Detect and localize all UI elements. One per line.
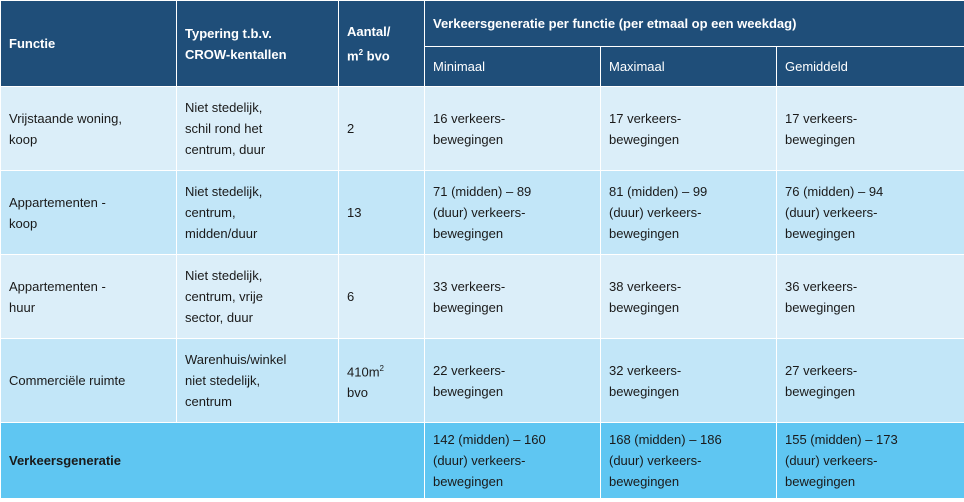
cell-text: bewegingen xyxy=(785,383,856,399)
cell-text: (duur) verkeers- xyxy=(785,205,878,220)
cell-typering xyxy=(177,339,339,423)
cell-text: bewegingen xyxy=(785,226,856,241)
cell-text: niet stedelijk, xyxy=(185,373,261,388)
header-typering-line2: CROW-kentallen xyxy=(185,46,287,62)
cell-text: bvo xyxy=(347,385,368,401)
cell-text: Warenhuis/winkel xyxy=(185,352,287,367)
header-minimaal: Minimaal xyxy=(425,47,601,87)
cell-text: centrum, duur xyxy=(185,142,266,157)
cell-text: bewegingen xyxy=(609,226,680,241)
cell-text: 16 verkeers- xyxy=(433,110,506,126)
cell-text: Niet stedelijk, xyxy=(185,268,263,283)
cell-text: Niet stedelijk, xyxy=(185,100,263,115)
cell-text: Niet stedelijk, xyxy=(185,184,263,199)
header-aantal xyxy=(339,1,425,87)
cell-text: bewegingen xyxy=(433,474,504,489)
cell-text: 17 verkeers- xyxy=(785,110,858,126)
cell-typering xyxy=(177,87,339,171)
cell-text: (duur) verkeers- xyxy=(785,453,878,468)
header-typering-line1: Typering t.b.v. xyxy=(185,25,272,41)
header-typering xyxy=(177,1,339,87)
cell-text: 36 verkeers- xyxy=(785,278,858,294)
cell-text: bewegingen xyxy=(609,131,680,147)
cell-typering xyxy=(177,171,339,255)
cell-text: 168 (midden) – 186 xyxy=(609,432,722,447)
header-aantal-line2: bvo xyxy=(363,48,390,64)
total-maximaal xyxy=(601,423,777,499)
cell-maximaal xyxy=(601,87,777,171)
cell-text: 76 (midden) – 94 xyxy=(785,184,884,199)
cell-text: bewegingen xyxy=(785,474,856,489)
cell-text: 32 verkeers- xyxy=(609,362,682,378)
cell-text: bewegingen xyxy=(609,474,680,489)
cell-maximaal xyxy=(601,339,777,423)
cell-text: 142 (midden) – 160 xyxy=(433,432,546,447)
cell-text: 155 (midden) – 173 xyxy=(785,432,898,447)
cell-sup: 2 xyxy=(379,363,384,373)
cell-text: Vrijstaande woning, xyxy=(9,110,122,126)
table-row xyxy=(1,255,964,339)
cell-aantal: 2 xyxy=(339,87,425,171)
cell-text: bewegingen xyxy=(785,131,856,147)
cell-text: Appartementen - xyxy=(9,194,106,210)
cell-text: 410m xyxy=(347,364,380,380)
header-maximaal: Maximaal xyxy=(601,47,777,87)
cell-gemiddeld xyxy=(777,339,964,423)
cell-aantal xyxy=(339,339,425,423)
cell-text: 22 verkeers- xyxy=(433,362,506,378)
cell-functie xyxy=(1,87,177,171)
cell-text: midden/duur xyxy=(185,226,258,241)
header-aantal-line1: Aantal/ xyxy=(347,23,391,39)
cell-maximaal xyxy=(601,255,777,339)
cell-gemiddeld xyxy=(777,255,964,339)
cell-text: (duur) verkeers- xyxy=(609,453,702,468)
cell-functie xyxy=(1,339,177,423)
cell-aantal: 6 xyxy=(339,255,425,339)
cell-text: bewegingen xyxy=(609,383,680,399)
cell-text: bewegingen xyxy=(433,226,504,241)
cell-gemiddeld xyxy=(777,87,964,171)
cell-text: centrum, vrije xyxy=(185,289,264,304)
cell-typering xyxy=(177,255,339,339)
cell-maximaal xyxy=(601,171,777,255)
cell-minimaal xyxy=(425,255,601,339)
cell-text: bewegingen xyxy=(433,131,504,147)
cell-text: bewegingen xyxy=(785,299,856,315)
header-row xyxy=(1,1,964,47)
cell-text: 38 verkeers- xyxy=(609,278,682,294)
cell-text: (duur) verkeers- xyxy=(433,453,526,468)
cell-text: 33 verkeers- xyxy=(433,278,506,294)
cell-text: bewegingen xyxy=(433,299,504,315)
cell-text: 71 (midden) – 89 xyxy=(433,184,532,199)
header-aantal-sup: 2 xyxy=(358,47,364,57)
total-minimaal xyxy=(425,423,601,499)
cell-minimaal xyxy=(425,171,601,255)
cell-text: 81 (midden) – 99 xyxy=(609,184,708,199)
cell-functie xyxy=(1,171,177,255)
cell-gemiddeld xyxy=(777,171,964,255)
cell-text: centrum, xyxy=(185,205,236,220)
cell-minimaal xyxy=(425,87,601,171)
cell-text: (duur) verkeers- xyxy=(609,205,702,220)
cell-text: schil rond het xyxy=(185,121,263,136)
table-row xyxy=(1,87,964,171)
cell-text: koop xyxy=(9,131,38,147)
cell-text: 27 verkeers- xyxy=(785,362,858,378)
cell-text: koop xyxy=(9,215,38,231)
cell-functie xyxy=(1,255,177,339)
total-row xyxy=(1,423,964,499)
cell-text: 17 verkeers- xyxy=(609,110,682,126)
total-gemiddeld xyxy=(777,423,964,499)
cell-text: huur xyxy=(9,299,36,315)
header-functie: Functie xyxy=(1,1,177,87)
cell-text: Appartementen - xyxy=(9,278,106,294)
total-label: Verkeersgeneratie xyxy=(1,423,425,499)
cell-minimaal xyxy=(425,339,601,423)
cell-text: centrum xyxy=(185,394,232,409)
cell-text: Commerciële ruimte xyxy=(9,373,126,388)
header-aantal-unit: m xyxy=(347,48,359,64)
cell-text: sector, duur xyxy=(185,310,253,325)
table-row xyxy=(1,171,964,255)
header-gemiddeld: Gemiddeld xyxy=(777,47,964,87)
cell-aantal: 13 xyxy=(339,171,425,255)
header-generatie: Verkeersgeneratie per functie (per etmaal op een weekdag) xyxy=(425,1,964,47)
cell-text: (duur) verkeers- xyxy=(433,205,526,220)
cell-text: bewegingen xyxy=(433,383,504,399)
cell-text: bewegingen xyxy=(609,299,680,315)
table-row xyxy=(1,339,964,423)
